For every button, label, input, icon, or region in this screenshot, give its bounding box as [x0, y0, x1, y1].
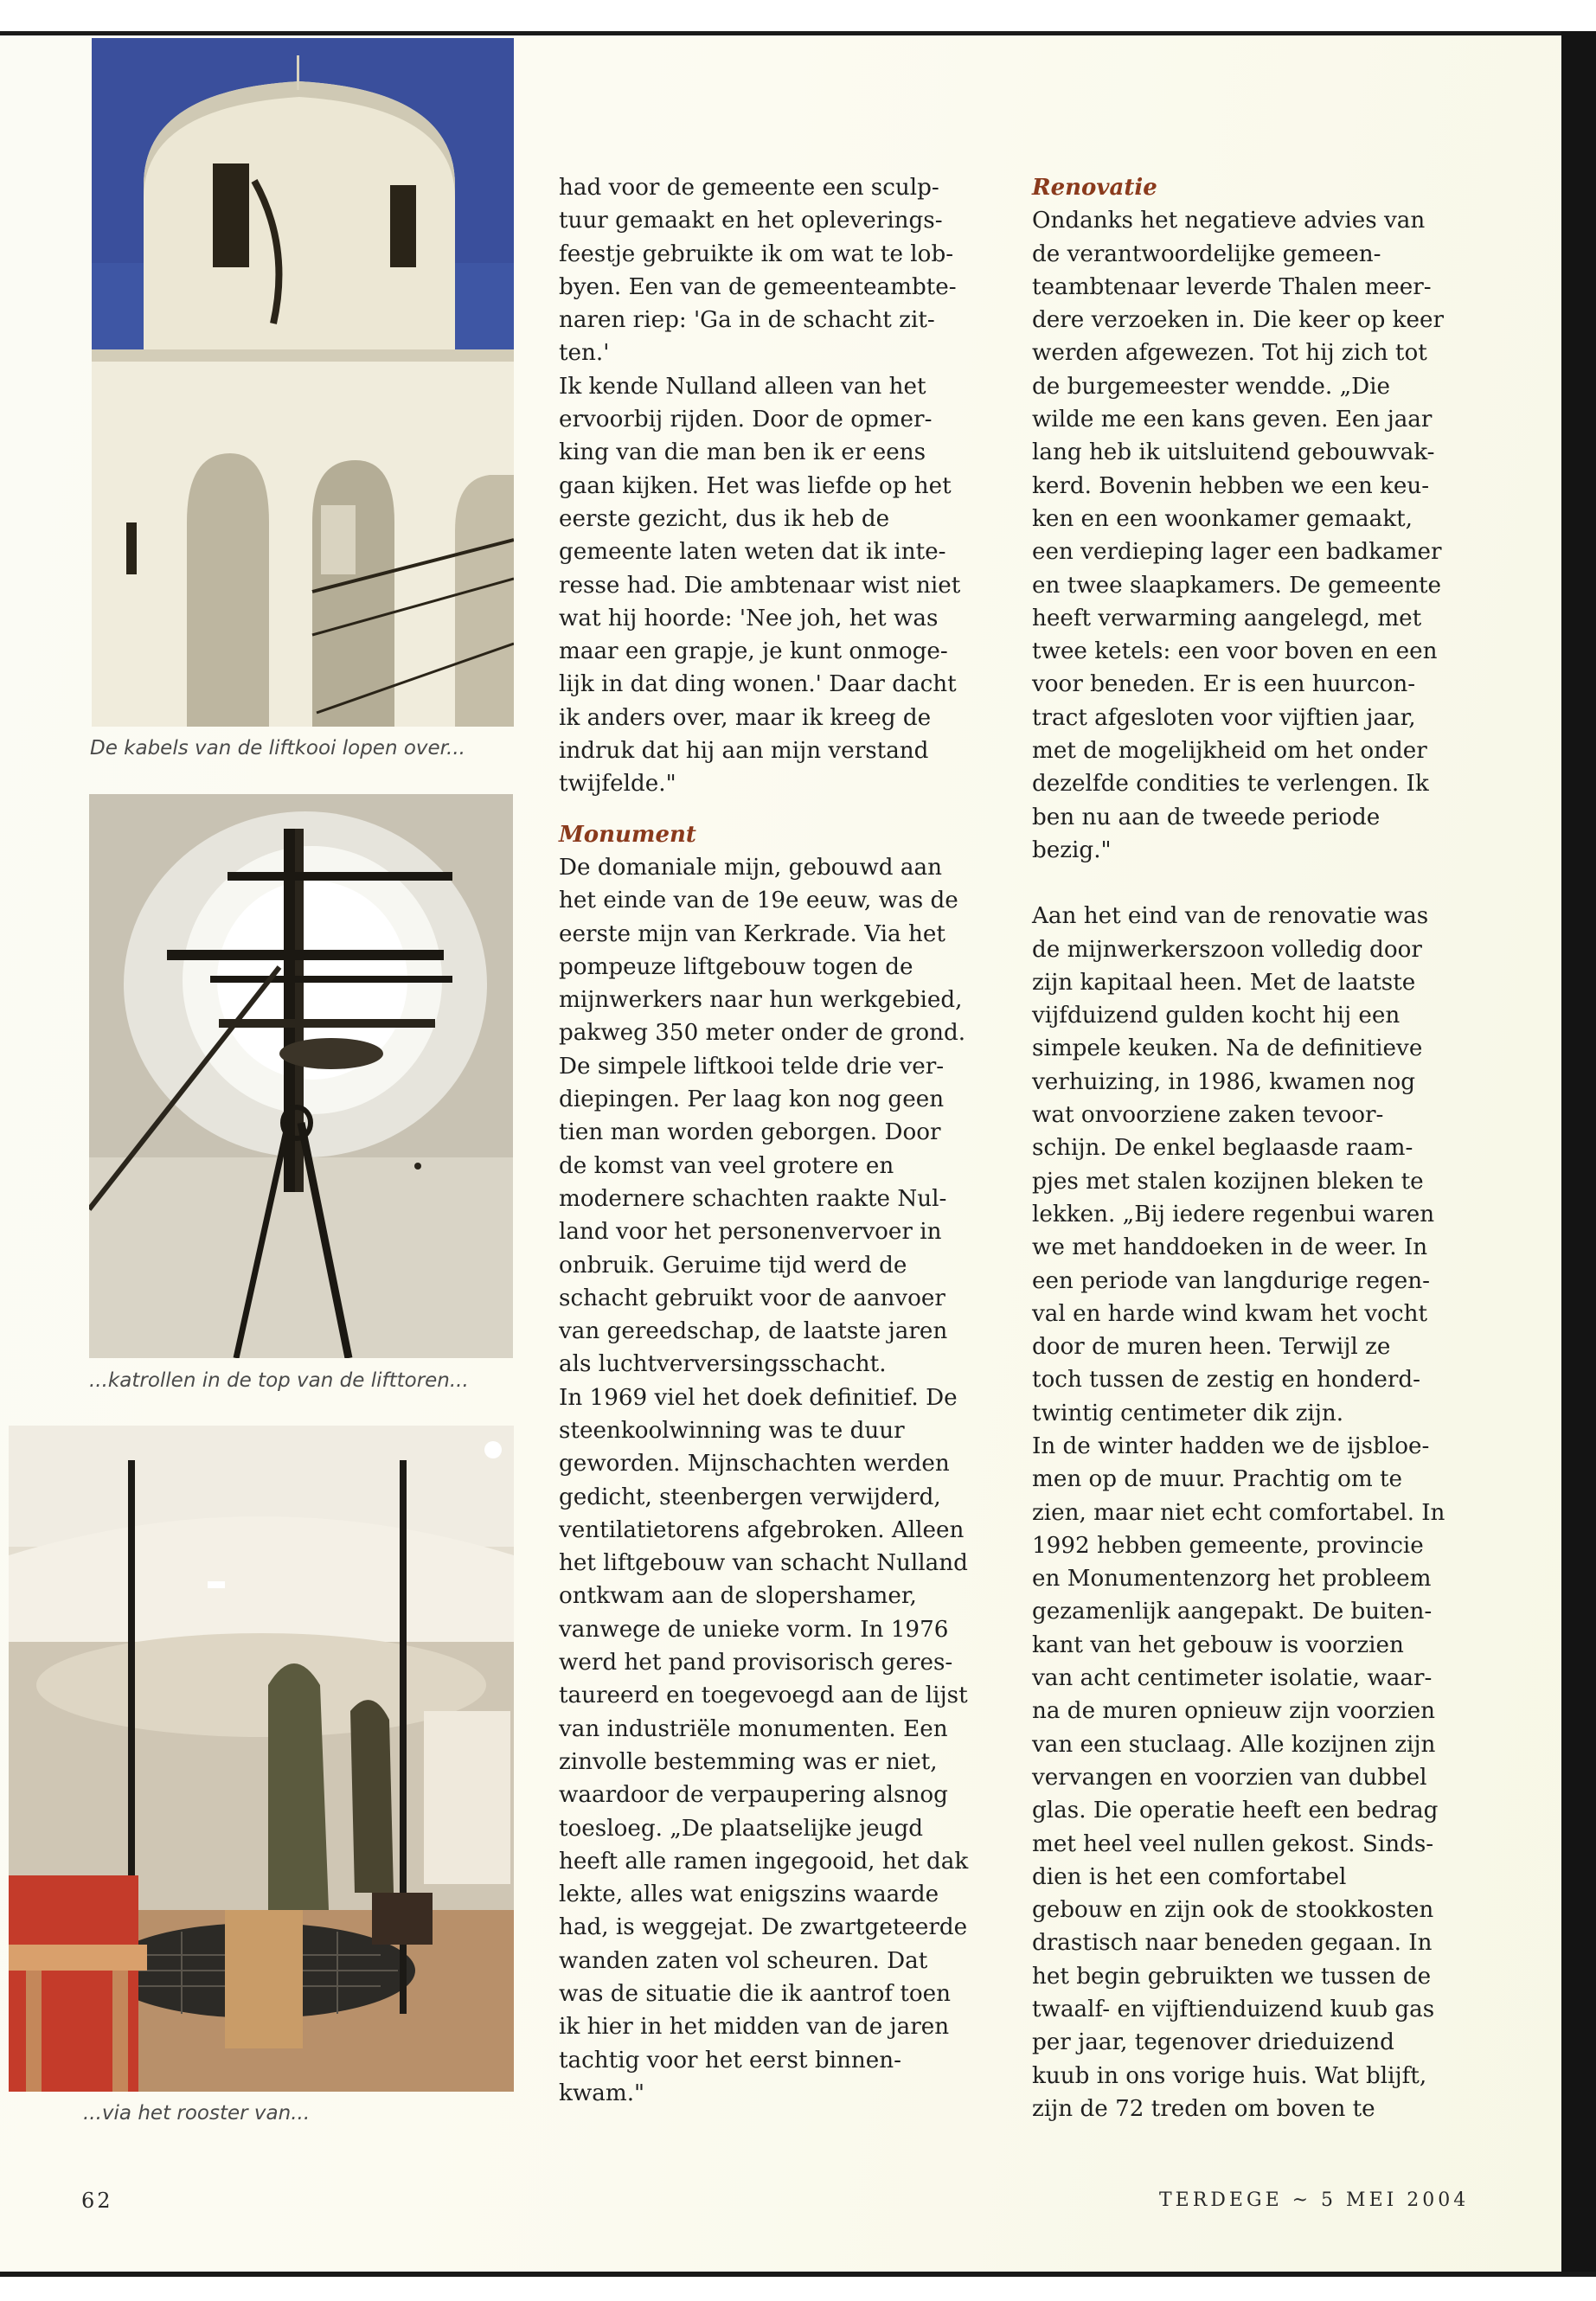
- section-heading-renovatie: Renovatie: [1032, 175, 1157, 201]
- text-line: In de winter hadden we de ijsbloe-: [1032, 1433, 1430, 1459]
- text-line: lang heb ik uitsluitend gebouwvak-: [1032, 439, 1435, 466]
- publication-footer: TERDEGE ~ 5 MEI 2004: [1159, 2189, 1470, 2211]
- text-line: was de situatie die ik aantrof toen: [559, 1981, 952, 2008]
- text-line: pompeuze liftgebouw togen de: [559, 953, 913, 980]
- text-line: twintig centimeter dik zijn.: [1032, 1400, 1344, 1426]
- text-line: byen. Een van de gemeenteambte-: [559, 273, 957, 300]
- text-line: lekte, alles wat enigszins waarde: [559, 1881, 939, 1908]
- text-line: had, is weggejat. De zwartgeteerde: [559, 1914, 968, 1941]
- photo-interior-grate: [9, 1426, 514, 2092]
- text-line: zijn de 72 treden om boven te: [1032, 2095, 1375, 2122]
- text-line: twijfelde.": [559, 771, 676, 798]
- text-line: een periode van langdurige regen-: [1032, 1267, 1431, 1294]
- text-line: door de muren heen. Terwijl ze: [1032, 1334, 1391, 1361]
- text-line: In 1969 viel het doek definitief. De: [559, 1384, 958, 1411]
- text-line: naren riep: 'Ga in de schacht zit-: [559, 307, 935, 334]
- text-line: kerd. Bovenin hebben we een keu-: [1032, 472, 1430, 499]
- text-line: wat onvoorziene zaken tevoor-: [1032, 1102, 1384, 1129]
- text-line: vanwege de unieke vorm. In 1976: [559, 1616, 949, 1643]
- text-line: vervangen en voorzien van dubbel: [1032, 1764, 1427, 1791]
- text-line: wat hij hoorde: 'Nee joh, het was: [559, 605, 939, 631]
- text-line: twaalf- en vijftienduizend kuub gas: [1032, 1997, 1435, 2023]
- text-line: dien is het een comfortabel: [1032, 1863, 1347, 1890]
- caption-photo-2: ...katrollen in de top van de lifttoren...: [89, 1369, 469, 1392]
- column2-paragraph-1: [1032, 204, 1482, 867]
- text-line: king van die man ben ik er eens: [559, 439, 926, 466]
- text-line: kwam.": [559, 2080, 645, 2106]
- text-line: Aan het eind van de renovatie was: [1032, 903, 1429, 930]
- text-line: kant van het gebouw is voorzien: [1032, 1631, 1404, 1658]
- text-line: vijfduizend gulden kocht hij een: [1032, 1003, 1401, 1029]
- text-line: taureerd en toegevoegd aan de lijst: [559, 1682, 968, 1709]
- text-line: de mijnwerkerszoon volledig door: [1032, 936, 1422, 963]
- text-line: heeft alle ramen ingegooid, het dak: [559, 1848, 969, 1875]
- text-line: zinvolle bestemming was er niet,: [559, 1748, 938, 1775]
- text-line: lekken. „Bij iedere regenbui waren: [1032, 1201, 1435, 1227]
- text-line: tien man worden geborgen. Door: [559, 1119, 941, 1146]
- caption-photo-1: De kabels van de liftkooi lopen over...: [90, 737, 465, 760]
- text-line: pjes met stalen kozijnen bleken te: [1032, 1168, 1424, 1195]
- article-column-2: [1032, 171, 1482, 2125]
- text-line: ik anders over, maar ik kreeg de: [559, 704, 932, 731]
- text-line: twee ketels: een voor boven en een: [1032, 638, 1438, 665]
- text-line: kuub in ons vorige huis. Wat blijft,: [1032, 2062, 1427, 2089]
- text-line: teambtenaar leverde Thalen meer-: [1032, 273, 1432, 300]
- text-line: val en harde wind kwam het vocht: [1032, 1300, 1428, 1327]
- text-line: lijk in dat ding wonen.' Daar dacht: [559, 671, 957, 698]
- text-line: per jaar, tegenover drieduizend: [1032, 2029, 1394, 2056]
- column2-paragraph-2: [1032, 900, 1482, 2125]
- page-number: 62: [81, 2189, 113, 2213]
- text-line: Ondanks het negatieve advies van: [1032, 208, 1426, 234]
- text-line: met de mogelijkheid om het onder: [1032, 738, 1427, 765]
- text-line: verhuizing, in 1986, kwamen nog: [1032, 1068, 1416, 1095]
- text-line: gebouw en zijn ook de stookkosten: [1032, 1897, 1434, 1924]
- text-line: van industriële monumenten. Een: [559, 1715, 948, 1742]
- spacer: [559, 801, 991, 818]
- text-line: het begin gebruikten we tussen de: [1032, 1963, 1432, 1990]
- text-line: glas. Die operatie heeft een bedrag: [1032, 1798, 1439, 1824]
- text-line: tuur gemaakt en het opleverings-: [559, 208, 943, 234]
- text-line: dere verzoeken in. Die keer op keer: [1032, 307, 1445, 334]
- text-line: heeft verwarming aangelegd, met: [1032, 605, 1422, 631]
- text-line: waardoor de verpaupering alsnog: [559, 1782, 948, 1809]
- text-line: gemeente laten weten dat ik inte-: [559, 539, 946, 566]
- text-line: gedicht, steenbergen verwijderd,: [559, 1484, 941, 1510]
- text-line: land voor het personenvervoer in: [559, 1219, 942, 1246]
- text-line: we met handdoeken in de weer. In: [1032, 1234, 1428, 1261]
- text-line: ventilatietorens afgebroken. Alleen: [559, 1516, 965, 1543]
- text-line: Ik kende Nulland alleen van het: [559, 373, 926, 400]
- scan-bottom-margin: [0, 2277, 1596, 2301]
- text-line: men op de muur. Prachtig om te: [1032, 1466, 1403, 1493]
- text-line: dezelfde condities te verlengen. Ik: [1032, 771, 1429, 798]
- text-line: ben nu aan de tweede periode: [1032, 804, 1381, 830]
- text-line: wanden zaten vol scheuren. Dat: [559, 1947, 928, 1974]
- scan-right-border: [1561, 31, 1596, 2272]
- section-heading-monument: Monument: [559, 821, 696, 848]
- text-line: tachtig voor het eerst binnen-: [559, 2047, 901, 2073]
- spacer: [1032, 867, 1482, 900]
- text-line: feestje gebruikte ik om wat te lob-: [559, 240, 954, 267]
- text-line: ken en een woonkamer gemaakt,: [1032, 505, 1413, 532]
- text-line: een verdieping lager een badkamer: [1032, 539, 1442, 566]
- text-line: had voor de gemeente een sculp-: [559, 175, 939, 201]
- text-line: voor beneden. Er is een huurcon-: [1032, 671, 1416, 698]
- text-line: en Monumentenzorg het probleem: [1032, 1566, 1432, 1593]
- article-column-1: [559, 171, 991, 2110]
- text-line: De simpele liftkooi telde drie ver-: [559, 1053, 945, 1080]
- text-line: mijnwerkers naar hun werkgebied,: [559, 987, 963, 1014]
- text-line: van gereedschap, de laatste jaren: [559, 1318, 948, 1345]
- text-line: het einde van de 19e eeuw, was de: [559, 888, 958, 914]
- text-line: eerste gezicht, dus ik heb de: [559, 505, 890, 532]
- text-line: gezamenlijk aangepakt. De buiten-: [1032, 1599, 1433, 1625]
- column1-intro: [559, 171, 991, 801]
- text-line: resse had. Die ambtenaar wist niet: [559, 572, 961, 599]
- text-line: steenkoolwinning was te duur: [559, 1417, 905, 1444]
- text-line: schijn. De enkel beglaasde raam-: [1032, 1135, 1413, 1162]
- text-line: het liftgebouw van schacht Nulland: [559, 1550, 968, 1577]
- text-line: onbruik. Geruime tijd werd de: [559, 1252, 907, 1279]
- text-line: tract afgesloten voor vijftien jaar,: [1032, 704, 1416, 731]
- text-line: maar een grapje, je kunt onmoge-: [559, 638, 948, 665]
- text-line: na de muren opnieuw zijn voorzien: [1032, 1698, 1436, 1725]
- photo-lift-tower-exterior: [92, 38, 514, 727]
- text-line: werden afgewezen. Tot hij zich tot: [1032, 340, 1427, 367]
- column1-body: [559, 851, 991, 2110]
- text-line: werd het pand provisorisch geres-: [559, 1650, 953, 1676]
- caption-photo-3: ...via het rooster van...: [83, 2102, 311, 2125]
- text-line: eerste mijn van Kerkrade. Via het: [559, 920, 945, 947]
- text-line: geworden. Mijnschachten werden: [559, 1451, 950, 1477]
- text-line: modernere schachten raakte Nul-: [559, 1185, 947, 1212]
- text-line: met heel veel nullen gekost. Sinds-: [1032, 1830, 1434, 1857]
- text-line: gaan kijken. Het was liefde op het: [559, 472, 952, 499]
- text-line: toesloeg. „De plaatselijke jeugd: [559, 1815, 924, 1842]
- text-line: De domaniale mijn, gebouwd aan: [559, 854, 942, 881]
- text-line: simpele keuken. Na de definitieve: [1032, 1035, 1423, 1062]
- text-line: wilde me een kans geven. Een jaar: [1032, 407, 1433, 433]
- text-line: drastisch naar beneden gegaan. In: [1032, 1930, 1433, 1957]
- text-line: indruk dat hij aan mijn verstand: [559, 738, 929, 765]
- text-line: schacht gebruikt voor de aanvoer: [559, 1285, 945, 1311]
- text-line: diepingen. Per laag kon nog geen: [559, 1086, 945, 1113]
- photo-pulleys-in-tower: [89, 794, 513, 1358]
- text-line: toch tussen de zestig en honderd-: [1032, 1367, 1420, 1394]
- text-line: de verantwoordelijke gemeen-: [1032, 240, 1381, 267]
- text-line: van een stuclaag. Alle kozijnen zijn: [1032, 1731, 1436, 1758]
- text-line: ik hier in het midden van de jaren: [559, 2014, 950, 2041]
- text-line: pakweg 350 meter onder de grond.: [559, 1020, 966, 1047]
- text-line: en twee slaapkamers. De gemeente: [1032, 572, 1441, 599]
- text-line: ervoorbij rijden. Door de opmer-: [559, 407, 933, 433]
- text-line: zien, maar niet echt comfortabel. In: [1032, 1499, 1445, 1526]
- text-line: bezig.": [1032, 836, 1112, 863]
- text-line: 1992 hebben gemeente, provincie: [1032, 1532, 1424, 1559]
- scan-top-margin: [0, 0, 1596, 33]
- text-line: ten.': [559, 340, 610, 367]
- text-line: van acht centimeter isolatie, waar-: [1032, 1665, 1433, 1692]
- text-line: als luchtverversingsschacht.: [559, 1351, 887, 1378]
- text-line: ontkwam aan de slopershamer,: [559, 1583, 917, 1610]
- text-line: de komst van veel grotere en: [559, 1152, 894, 1179]
- text-line: zijn kapitaal heen. Met de laatste: [1032, 969, 1416, 996]
- text-line: de burgemeester wendde. „Die: [1032, 373, 1391, 400]
